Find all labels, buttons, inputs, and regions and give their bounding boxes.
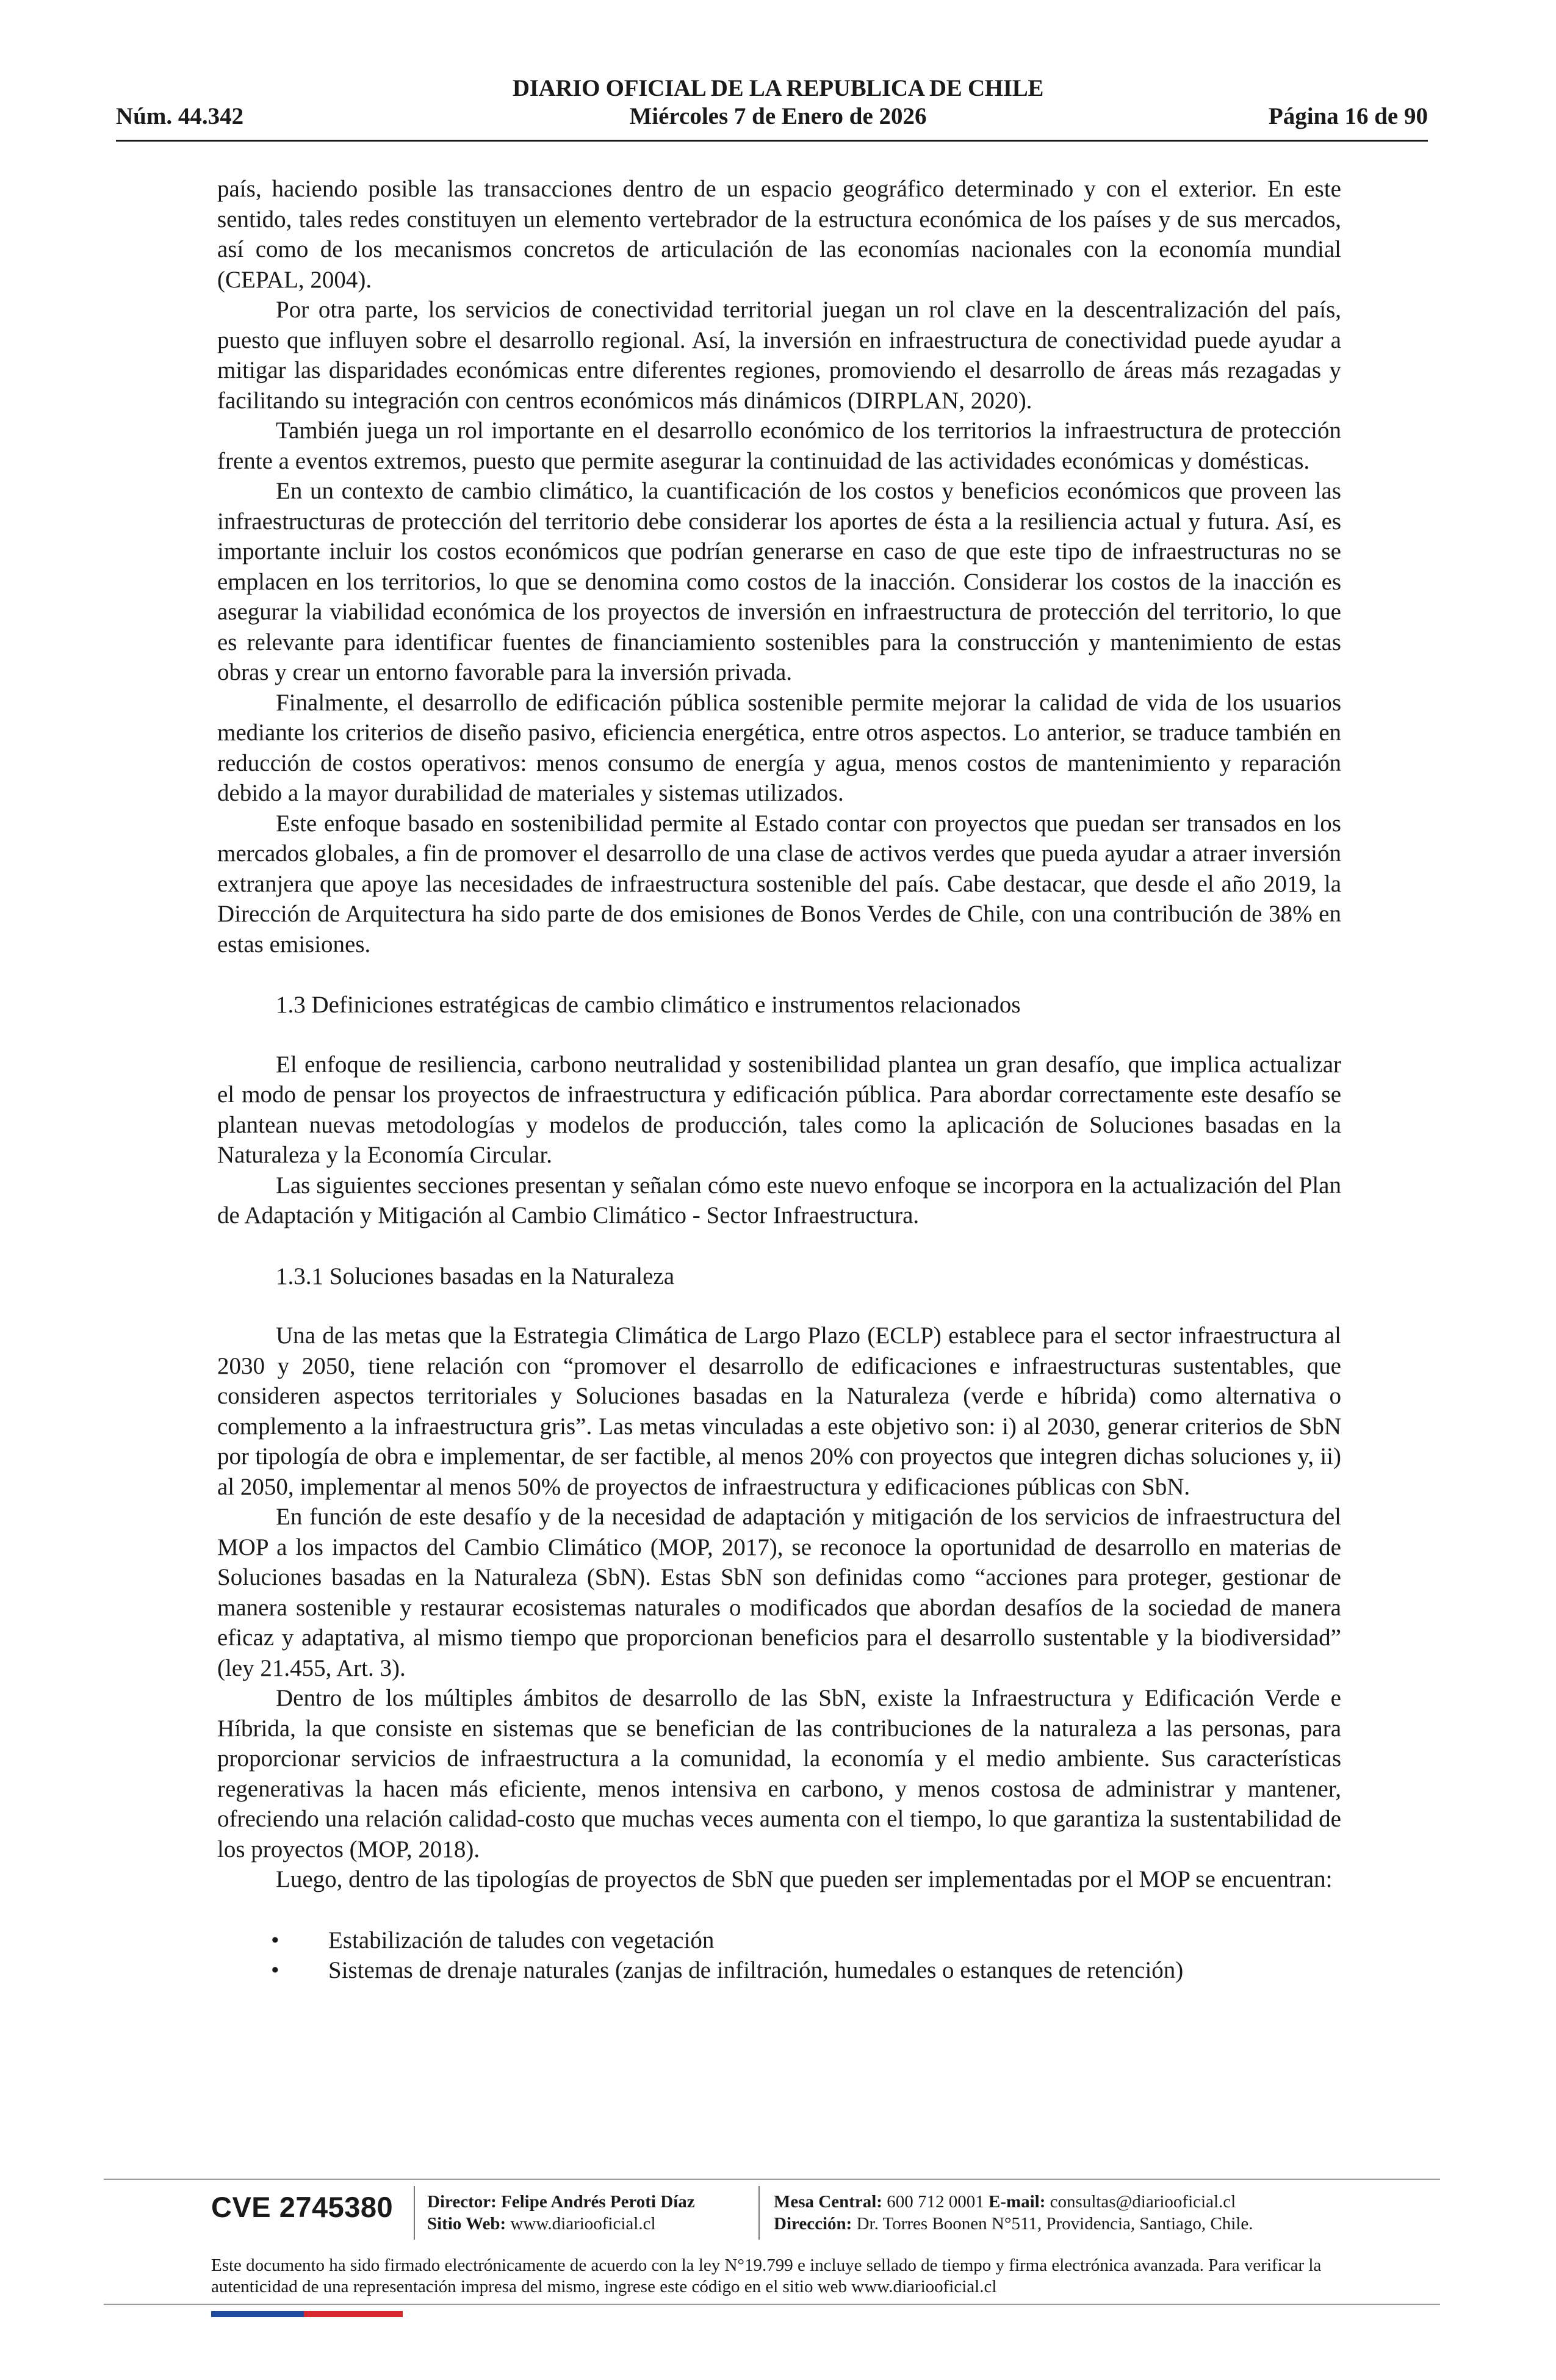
bullet-icon: • [271, 1957, 279, 1983]
page-indicator: Página 16 de 90 [1268, 103, 1428, 129]
paragraph: Dentro de los múltiples ámbitos de desarrollo de las SbN, existe la Infraestructura y Edificación Verde e Híbrida, la que consiste en sistemas que se benefician de las contribuciones de la naturaleza a las personas, para proporcionar servicios de infraestructura a la comunidad, la economía y el medio ambiente. Sus características regenerativas la hacen más eficiente, menos intensiva en carbono, y menos costosa de administrar y mantener, ofreciendo una relación calidad-costo que muchas veces aumenta con el tiempo, lo que garantiza la sustentabilidad de los proyectos (MOP, 2018). [217, 1685, 1341, 1863]
footer-contact-block [774, 2191, 1253, 2235]
footer-divider-top [104, 2179, 1440, 2180]
paragraph: país, haciendo posible las transacciones dentro de un espacio geográfico determinado y con el exterior. En este sentido, tales redes constituyen un elemento vertebrador de la estructura económica de los países y de sus mercados, así como de los mecanismos concretos de articulación de las economías nacionales con la economía mundial (CEPAL, 2004). [217, 176, 1341, 293]
email-label: E-mail: [988, 2192, 1046, 2212]
website-link[interactable]: www.diariooficial.cl [510, 2214, 656, 2234]
list-item-text: Estabilización de taludes con vegetación [328, 1927, 715, 1953]
website-label: Sitio Web: [427, 2214, 506, 2234]
footer-separator [414, 2186, 415, 2240]
address-value: Dr. Torres Boonen N°511, Providencia, Santiago, Chile. [856, 2214, 1253, 2234]
subsection-heading: 1.3.1 Soluciones basadas en la Naturaleza [276, 1263, 675, 1289]
list-item [217, 1955, 1341, 1986]
cve-code: CVE 2745380 [211, 2191, 394, 2223]
mesa-phone: 600 712 0001 [887, 2192, 984, 2212]
flag-stripe-blue [211, 2311, 304, 2317]
bullet-icon: • [271, 1927, 279, 1953]
paragraph: En función de este desafío y de la necesidad de adaptación y mitigación de los servicios de infraestructura del MOP a los impactos del Cambio Climático (MOP, 2017), se reconoce la oportunidad de desarrollo en materias de Soluciones basadas en la Naturaleza (SbN). Estas SbN son definidas como “acciones para proteger, gestionar de manera sostenible y restaurar ecosistemas naturales o modificados que abordan desafíos de la sociedad de manera eficaz y adaptativa, al mismo tiempo que proporcionan beneficios para el desarrollo sustentable y la biodiversidad” (ley 21.455, Art. 3). [217, 1504, 1341, 1681]
footer-divider-bottom [104, 2304, 1440, 2305]
paragraph: Este enfoque basado en sostenibilidad permite al Estado contar con proyectos que puedan ser transados en los mercados globales, a fin de promover el desarrollo de una clase de activos verdes que pueda ayudar a atraer inversión extranjera que apoye las necesidades de infraestructura sostenible del país. Cabe destacar, que desde el año 2019, la Dirección de Arquitectura ha sido parte de dos emisiones de Bonos Verdes de Chile, con una contribución de 38% en estas emisiones. [217, 810, 1341, 957]
list-item [217, 1925, 1341, 1956]
newspaper-title: DIARIO OFICIAL DE LA REPUBLICA DE CHILE [512, 75, 1044, 101]
director-label: Director: [427, 2192, 497, 2212]
paragraph: Por otra parte, los servicios de conectividad territorial juegan un rol clave en la descentralización del país, puesto que influyen sobre el desarrollo regional. Así, la inversión en infraestructura de conectividad puede ayudar a mitigar las disparidades económicas entre diferentes regiones, promoviendo el desarrollo de áreas más rezagadas y facilitando su integración con centros económicos más dinámicos (DIRPLAN, 2020). [217, 297, 1341, 414]
paragraph: Una de las metas que la Estrategia Climática de Largo Plazo (ECLP) establece para el sector infraestructura al 2030 y 2050, tiene relación con “promover el desarrollo de edificaciones e infraestructuras sustentables, que consideren aspectos territoriales y Soluciones basadas en la Naturaleza (verde e híbrida) como alternativa o complemento a la infraestructura gris”. Las metas vinculadas a este objetivo son: i) al 2030, generar criterios de SbN por tipología de obra e implementar, de ser factible, al menos 20% con proyectos que integren dichas soluciones y, ii) al 2050, implementar al menos 50% de proyectos de infraestructura y edificaciones públicas con SbN. [217, 1322, 1341, 1500]
issue-date: Miércoles 7 de Enero de 2026 [629, 103, 927, 129]
footer-director-block [427, 2191, 695, 2235]
paragraph: Las siguientes secciones presentan y señalan cómo este nuevo enfoque se incorpora en la actualización del Plan de Adaptación y Mitigación al Cambio Climático - Sector Infraestructura. [217, 1172, 1341, 1228]
header-divider [116, 140, 1428, 142]
issue-number: Núm. 44.342 [116, 103, 244, 129]
flag-stripe-red [304, 2311, 403, 2317]
list-item-text: Sistemas de drenaje naturales (zanjas de infiltración, humedales o estanques de retención) [328, 1957, 1184, 1983]
signature-notice: Este documento ha sido firmado electrónicamente de acuerdo con la ley N°19.799 e incluye sellado de tiempo y firma electrónica avanzada. Para verificar la autenticidad de una representación impresa del mismo, ingrese este código en el sitio web www.diariooficial.cl [211, 2256, 1322, 2296]
paragraph: Finalmente, el desarrollo de edificación pública sostenible permite mejorar la calidad de vida de los usuarios mediante los criterios de diseño pasivo, eficiencia energética, entre otros aspectos. Lo anterior, se traduce también en reducción de costos operativos: menos consumo de energía y agua, menos costos de mantenimiento y reparación debido a la mayor durabilidad de materiales y sistemas utilizados. [217, 689, 1341, 806]
address-label: Dirección: [774, 2214, 852, 2234]
paragraph: También juega un rol importante en el desarrollo económico de los territorios la infraestructura de protección frente a eventos extremos, puesto que permite asegurar la continuidad de las actividades económicas y domésticas. [217, 417, 1341, 474]
director-name: Felipe Andrés Peroti Díaz [501, 2192, 695, 2212]
paragraph: Luego, dentro de las tipologías de proyectos de SbN que pueden ser implementadas por el MOP se encuentran: [276, 1866, 1333, 1892]
mesa-label: Mesa Central: [774, 2192, 882, 2212]
document-body [217, 174, 1341, 1986]
footer-separator [758, 2186, 760, 2240]
paragraph: El enfoque de resiliencia, carbono neutralidad y sostenibilidad plantea un gran desafío, que implica actualizar el modo de pensar los proyectos de infraestructura y edificación pública. Para abordar correctamente este desafío se plantean nuevas metodologías y modelos de producción, tales como la aplicación de Soluciones basadas en la Naturaleza y la Economía Circular. [217, 1051, 1341, 1168]
section-heading: 1.3 Definiciones estratégicas de cambio climático e instrumentos relacionados [276, 992, 1021, 1018]
paragraph: En un contexto de cambio climático, la cuantificación de los costos y beneficios económicos que proveen las infraestructuras de protección del territorio debe considerar los aportes de ésta a la resiliencia actual y futura. Así, es importante incluir los costos económicos que podrían generarse en caso de que este tipo de infraestructuras no se emplacen en los territorios, lo que se denomina como costos de la inacción. Considerar los costos de la inacción es asegurar la viabilidad económica de los proyectos de inversión en infraestructura de protección del territorio, lo que es relevante para identificar fuentes de financiamiento sostenibles para la construcción y mantenimiento de estas obras y crear un entorno favorable para la inversión privada. [217, 478, 1341, 685]
email-link[interactable]: consultas@diariooficial.cl [1050, 2192, 1236, 2212]
sbn-typology-list [217, 1925, 1341, 1986]
